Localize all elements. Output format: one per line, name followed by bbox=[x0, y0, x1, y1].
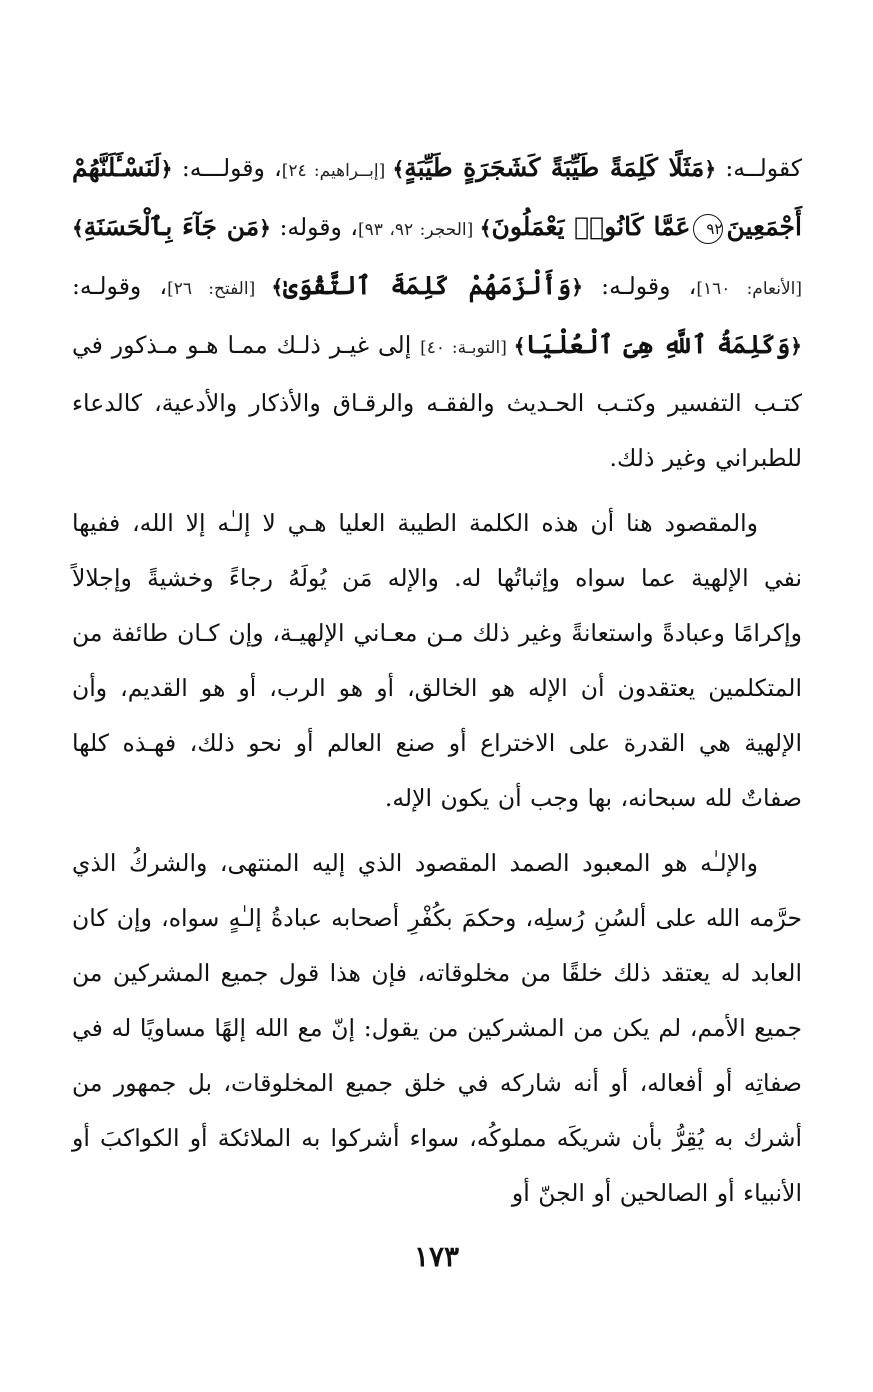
paragraph-2: والمقصود هنا أن هذه الكلمة الطيبة العليا هـي لا إلـٰه إلا الله، ففيها نفي الإلهية عما سواه وإثباتُها له. والإله مَن يُولَهُ رجاءً وخشيةً وإجلالاً وإكرامًا وعبادةً واستعانةً وغير ذلك مـن معـاني الإلهيـة، وإن كـان طائفة من المتكلمين يعتقدون أن الإله هو الخالق، أو هو الرب، أو هو القديم، وأن الإلهية هي القدرة على الاختراع أو صنع العالم أو نحو ذلك، فهـذه كلها صفاتٌ لله سبحانه، بها وجب أن يكون الإله. bbox=[72, 509, 802, 812]
text-run: ، وقولـــه: bbox=[172, 154, 282, 182]
quran-open-bracket: ﴿ bbox=[571, 275, 583, 299]
paragraph-1 bbox=[72, 140, 802, 486]
quran-close-bracket: ﴾ bbox=[72, 216, 84, 240]
quran-verse: مَن جَآءَ بِٱلْحَسَنَةِ bbox=[83, 212, 260, 241]
verse-reference: [إبــراهيم: ٢٤] bbox=[281, 161, 393, 181]
page-number: ١٧٣ bbox=[413, 1240, 460, 1273]
text-run: كقولــه: bbox=[716, 154, 803, 182]
quran-open-bracket: ﴿ bbox=[160, 157, 173, 181]
quran-close-bracket: ﴾ bbox=[392, 157, 405, 181]
quran-verse: وَأَلْزَمَهُمْ كَلِمَةَ ٱلتَّقْوَىٰ bbox=[283, 271, 572, 300]
quran-verse: وَكَلِمَةُ ٱللَّهِ هِىَ ٱلْعُلْيَا bbox=[525, 330, 791, 359]
quran-verse: عَمَّا كَانُوا۟ يَعْمَلُونَ bbox=[491, 212, 691, 241]
text-run: ، وقولـه: bbox=[582, 272, 697, 300]
quran-verse: لَنَسْـَٔلَنَّهُمْ أَجْمَعِينَ bbox=[72, 153, 802, 241]
quran-close-bracket: ﴾ bbox=[271, 275, 284, 299]
quran-open-bracket: ﴿ bbox=[704, 157, 717, 181]
quran-close-bracket: ﴾ bbox=[479, 216, 492, 240]
quran-verse: مَثَلًا كَلِمَةً طَيِّبَةً كَشَجَرَةٍ طَيِّبَةٍ bbox=[404, 153, 705, 182]
quran-open-bracket: ﴿ bbox=[259, 216, 271, 240]
paragraph-3: والإلـٰه هو المعبود الصمد المقصود الذي إليه المنتهى، والشركُ الذي حرَّمه الله على ألسُنِ رُسلِه، وحكمَ بكُفْرِ أصحابه عبادةُ إلـٰهٍ سواه، وإن كان العابد له يعتقد ذلك خلقًا من مخلوقاته، فإن هذا قول جميع المشركين من جميع الأمم، لم يكن من المشركين من يقول: إنّ مع الله إلهًا مساويًا له في صفاتِه أو أفعاله، أو أنه شاركه في خلق جميع المخلوقات، بل جمهور من أشرك به يُقِرُّ بأن شريكَه مملوكُه، سواء أشركوا به الملائكة أو الكواكبَ أو الأنبياء أو الصالحين أو الجنّ أو bbox=[72, 849, 802, 1207]
quran-open-bracket: ﴿ bbox=[790, 334, 802, 358]
page-body bbox=[72, 140, 802, 1231]
ayah-number-marker: ٩٢ bbox=[693, 214, 723, 244]
text-run: ، وقولـه: bbox=[72, 272, 168, 300]
text-run: ، وقوله: bbox=[270, 213, 358, 241]
verse-reference: [التوبـة: ٤٠] bbox=[420, 338, 514, 358]
verse-reference: [الأنعام: ١٦٠] bbox=[696, 279, 802, 299]
quran-close-bracket: ﴾ bbox=[513, 334, 526, 358]
text-run: إلى غيـر ذلـك ممـا هـو مـذكور في كتـب التفسير وكتـب الحـديث والفقـه والرقـاق والأذكار والأدعية، كالدعاء للطبراني وغير ذلك. bbox=[72, 331, 802, 472]
verse-reference: [الفتح: ٢٦] bbox=[167, 279, 272, 299]
verse-reference: [الحجر: ٩٢، ٩٣] bbox=[358, 220, 480, 240]
